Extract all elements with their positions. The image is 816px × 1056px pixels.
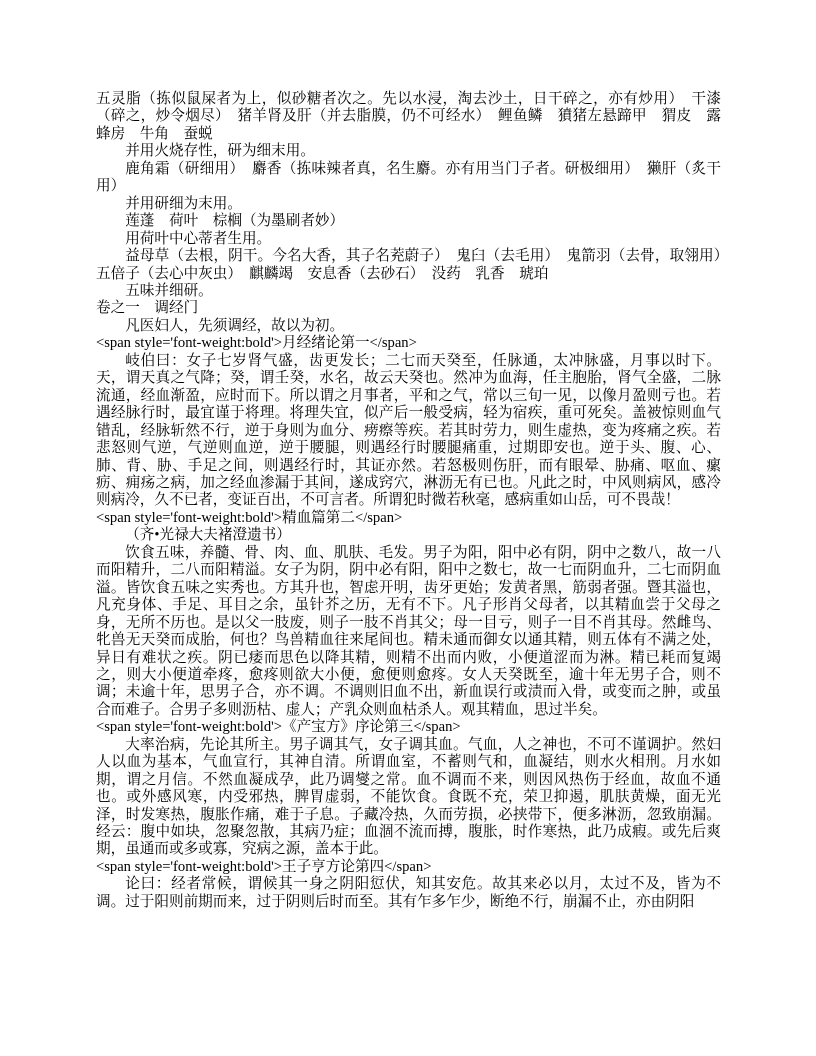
body-paragraph: 大率治病，先论其所主。男子调其气，女子调其血。气血，人之神也，不可不谨调护。然妇人以血为基本，气血宣行，其神自清。所谓血室，不蓄则气和，血凝结，则水火相刑。月水如期，谓之月信。不然血凝成孕，此乃调燮之常。血不调而不来，则因风热伤于经血，故血不通也。或外感风寒，内受邪热，脾胃虚弱，不能饮食。食既不充，荣卫抑遏，肌肤黄燥，面无光泽，时发寒热，腹胀作痛，难于子息。子藏冷热，久而劳损，必挟带下，便多淋沥，忽致崩漏。经云：腹中如块，忽聚忽散，其病乃症；血涸不流而搏，腹胀，时作寒热，此乃成瘕。或先后爽期，虽通而或多或寡，究病之源，盖本于此。 bbox=[96, 736, 721, 858]
section-heading-literal: <span style='font-weight:bold'>《产宝方》序论第三</span> bbox=[96, 719, 461, 736]
section-heading-literal: <span style='font-weight:bold'>王子亨方论第四</span> bbox=[96, 858, 432, 875]
body-paragraph: 凡医妇人，先须调经，故以为初。 bbox=[125, 317, 345, 334]
drug-list-paragraph: 五灵脂（拣似鼠屎者为上，似砂糖者次之。先以水浸，淘去沙土，日干碎之，亦有炒用） 干漆（碎之，炒令烟尽） 猪羊肾及肝（并去脂膜，仍不可经水） 鲤鱼鳞 獖猪左悬蹄甲 猬皮 露蜂房 牛角 蚕蜕 bbox=[96, 91, 721, 142]
chapter-title: 卷之一 调经门 bbox=[96, 300, 199, 317]
drug-list-paragraph: 莲蓬 荷叶 棕榈（为墨刷者妙） bbox=[125, 213, 345, 230]
drug-list-paragraph: 益母草（去根，阴干。今名大香，其子名茺蔚子） 鬼臼（去毛用） 鬼箭羽（去骨，取翎用） 五倍子（去心中灰虫） 麒麟竭 安息香（去砂石） 没药 乳香 琥珀 bbox=[96, 248, 736, 282]
section-heading-literal: <span style='font-weight:bold'>精血篇第二</span> bbox=[96, 509, 403, 526]
preparation-note: 五味并细研。 bbox=[125, 282, 213, 299]
section-heading-literal: <span style='font-weight:bold'>月经绪论第一</span> bbox=[96, 335, 417, 352]
preparation-note: 用荷叶中心蒂者生用。 bbox=[125, 230, 272, 247]
preparation-note: 并用火烧存性，研为细末用。 bbox=[125, 143, 315, 160]
attribution-note: （齐•光禄大夫褚澄遗书） bbox=[125, 527, 291, 544]
body-paragraph: 饮食五味，养髓、骨、肉、血、肌肤、毛发。男子为阳，阳中必有阴，阴中之数八，故一八而阳精升，二八而阳精溢。女子为阴，阴中必有阳，阳中之数七，故一七而阴血升，二七而阴血溢。皆饮食五味之实秀也。方其升也，智虑开明，齿牙更始；发黄者黑，筋弱者强。暨其溢也，凡充身体、手足、耳目之余，虽针芥之历，无有不下。凡子形肖父母者，以其精血尝于父母之身，无所不历也。是以父一肢废，则子一肢不肖其父；母一目亏，则子一目不肖其母。然雌鸟、牝兽无天癸而成胎，何也？鸟兽精血往来尾间也。精未通而御女以通其精，则五体有不满之处，异日有难状之疾。阴已痿而思色以降其精，则精不出而内败，小便道涩而为淋。精已耗而复竭之，则大小便道牵疼，愈疼则欲大小便，愈便则愈疼。女人天癸既至，逾十年无男子合，则不调；未逾十年，思男子合，亦不调。不调则旧血不出，新血误行或渍而入骨，或变而之肿，或虽合而难子。合男子多则沥枯、虚人；产乳众则血枯杀人。观其精血，思过半矣。 bbox=[96, 544, 721, 718]
drug-list-paragraph: 鹿角霜（研细用） 麝香（拣味辣者真，名生麝。亦有用当门子者。研极细用） 獭肝（炙干用） bbox=[96, 160, 721, 195]
preparation-note: 并用研细为末用。 bbox=[125, 195, 242, 212]
body-paragraph: 论曰：经者常候，谓候其一身之阴阳愆伏，知其安危。故其来必以月，太过不及，皆为不调。过于阳则前期而来，过于阴则后时而至。其有乍多乍少，断绝不行，崩漏不止，亦由阴阳 bbox=[96, 876, 721, 910]
body-paragraph: 岐伯曰：女子七岁肾气盛，齿更发长；二七而天癸至，任脉通，太冲脉盛，月事以时下。天，谓天真之气降；癸，谓壬癸，水名，故云天癸也。然冲为血海，任主胞胎，肾气全盛，二脉流通，经血渐盈，应时而下。所以谓之月事者，平和之气，常以三旬一见，以像月盈则亏也。若遇经脉行时，最宜谨于将理。将理失宜，似产后一般受病，轻为宿疾，重可死矣。盖被惊则血气错乱，经脉斩然不行，逆于身则为血分、痨瘵等疾。若其时劳力，则生虚热，变为疼痛之疾。若悲怒则气逆，气逆则血逆，逆于腰腿，则遇经行时腰腿痛重，过期即安也。逆于头、腹、心、肺、背、胁、手足之间，则遇经行时，其证亦然。若怒极则伤肝，而有眼晕、胁痛、呕血、瘰疬、痈疡之病，加之经血渗漏于其间，遂成窍穴，淋沥无有已也。凡此之时，中风则病风，感冷则病冷，久不已者，变证百出，不可言者。所谓犯时微若秋毫，感病重如山岳，可不畏哉！ bbox=[96, 352, 721, 509]
document-body bbox=[96, 91, 736, 911]
